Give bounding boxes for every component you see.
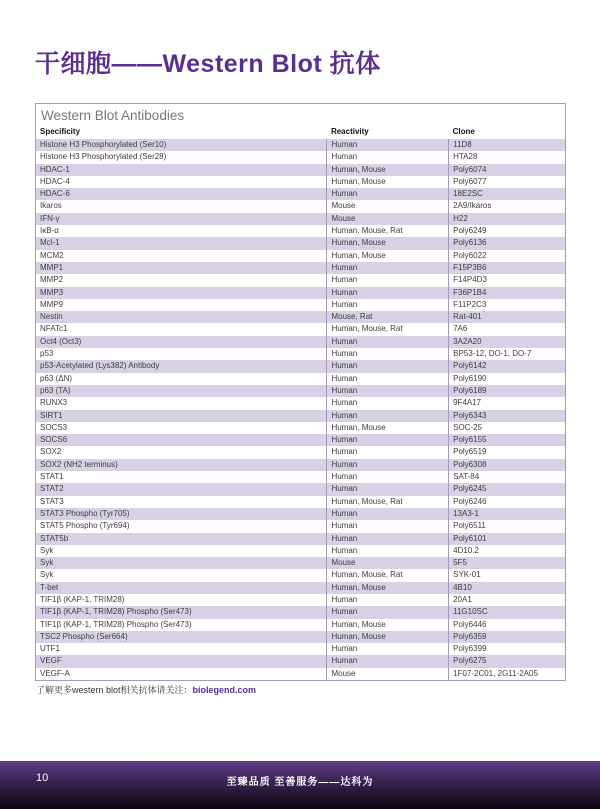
table-row xyxy=(36,262,565,274)
page-title: 干细胞——Western Blot 抗体 xyxy=(35,50,381,78)
column-header-clone: Clone xyxy=(452,127,475,136)
cell-specificity: VEGF xyxy=(36,655,327,667)
cell-specificity: UTF1 xyxy=(40,644,60,654)
cell-reactivity: Human, Mouse xyxy=(327,176,449,188)
cell-clone: 4D10.2 xyxy=(449,545,565,557)
cell-reactivity: Human xyxy=(327,483,449,495)
table-row xyxy=(36,250,565,262)
table-row xyxy=(36,483,565,495)
cell-reactivity: Human, Mouse xyxy=(327,237,449,249)
cell-specificity: SOCS6 xyxy=(36,434,327,446)
table-row xyxy=(36,545,565,557)
table-row xyxy=(36,619,565,631)
cell-clone: Poly6249 xyxy=(449,225,565,237)
cell-clone: Poly6511 xyxy=(449,520,565,532)
cell-specificity: VEGF-A xyxy=(40,668,70,678)
cell-reactivity: Human xyxy=(327,643,449,655)
table-row xyxy=(36,446,565,458)
cell-reactivity: Human xyxy=(327,545,449,557)
cell-specificity: Nestin xyxy=(36,311,327,323)
cell-clone: 7A6 xyxy=(449,323,565,335)
cell-clone: F15P3B6 xyxy=(449,262,565,274)
cell-reactivity: Human, Mouse, Rat xyxy=(327,225,449,237)
cell-specificity: TIF1β (KAP-1, TRIM28) Phospho (Ser473) xyxy=(40,619,192,629)
cell-reactivity: Human, Mouse, Rat xyxy=(327,496,449,508)
cell-clone: Poly6275 xyxy=(449,655,565,667)
table-row xyxy=(36,422,565,434)
cell-clone: F14P4D3 xyxy=(449,274,565,286)
cell-specificity: NFATc1 xyxy=(40,324,68,334)
table-row xyxy=(36,533,565,545)
column-header-specificity: Specificity xyxy=(40,127,81,136)
cell-specificity: STAT3 Phospho (Tyr705) xyxy=(36,508,327,520)
cell-specificity: SIRT1 xyxy=(36,410,327,422)
cell-specificity: HDAC-6 xyxy=(36,188,327,200)
table-row xyxy=(36,287,565,299)
cell-specificity: SOCS3 xyxy=(40,422,68,432)
cell-specificity: STAT1 xyxy=(40,472,64,482)
biolegend-link[interactable]: biolegend.com xyxy=(192,685,257,695)
cell-reactivity: Human xyxy=(327,287,449,299)
cell-specificity: IFN-γ xyxy=(36,213,327,225)
cell-reactivity: Human, Mouse xyxy=(327,631,449,643)
cell-reactivity: Human xyxy=(327,139,449,151)
cell-reactivity: Human xyxy=(327,655,449,667)
cell-specificity: Histone H3 Phosphorylated (Ser28) xyxy=(40,152,167,162)
table-row xyxy=(36,397,565,409)
table-row xyxy=(36,471,565,483)
cell-clone: 18E2SC xyxy=(449,188,565,200)
table-row xyxy=(36,336,565,348)
footnote-text: 了解更多western blot相关抗体请关注： xyxy=(36,685,193,695)
footnote xyxy=(36,683,256,696)
cell-reactivity: Human xyxy=(327,594,449,606)
cell-specificity: TIF1β (KAP-1, TRIM28) xyxy=(40,594,125,604)
cell-specificity: STAT2 xyxy=(36,483,327,495)
cell-clone: 11G10SC xyxy=(449,606,565,618)
cell-clone: Poly6155 xyxy=(449,434,565,446)
cell-reactivity: Human xyxy=(327,151,449,163)
cell-reactivity: Human xyxy=(327,336,449,348)
cell-reactivity: Human, Mouse xyxy=(327,250,449,262)
cell-reactivity: Mouse xyxy=(327,213,449,225)
cell-reactivity: Human, Mouse, Rat xyxy=(327,323,449,335)
table-row xyxy=(36,569,565,581)
cell-clone: Poly6399 xyxy=(449,643,565,655)
cell-specificity: SOX2 xyxy=(40,447,62,457)
cell-clone: 11D8 xyxy=(449,139,565,151)
cell-clone: BP53-12, DO-1, DO-7 xyxy=(449,348,565,360)
cell-clone: Poly6359 xyxy=(449,631,565,643)
cell-reactivity: Human xyxy=(327,459,449,471)
cell-clone: H22 xyxy=(449,213,565,225)
cell-specificity: p63 (TA) xyxy=(36,385,327,397)
table-row xyxy=(36,668,565,680)
table-row xyxy=(36,606,565,618)
table-row xyxy=(36,631,565,643)
table-row xyxy=(36,385,565,397)
cell-reactivity: Human xyxy=(327,471,449,483)
cell-clone: 1F07-2C01, 2G11-2A05 xyxy=(449,668,565,680)
table-header-row xyxy=(36,125,565,139)
cell-specificity: Syk xyxy=(36,557,327,569)
cell-clone: 9F4A17 xyxy=(449,397,565,409)
cell-clone: Poly6446 xyxy=(449,619,565,631)
cell-specificity: TSC2 Phospho (Ser664) xyxy=(36,631,327,643)
cell-reactivity: Human xyxy=(327,385,449,397)
cell-clone: Poly6136 xyxy=(449,237,565,249)
table-row xyxy=(36,508,565,520)
cell-reactivity: Human xyxy=(327,606,449,618)
table-row xyxy=(36,557,565,569)
cell-clone: Poly6343 xyxy=(449,410,565,422)
cell-reactivity: Human xyxy=(327,373,449,385)
table-row xyxy=(36,237,565,249)
table-row xyxy=(36,410,565,422)
cell-reactivity: Mouse xyxy=(327,200,449,212)
cell-specificity: p63 (ΔN) xyxy=(40,373,73,383)
cell-clone: Poly6308 xyxy=(449,459,565,471)
cell-specificity: MMP1 xyxy=(36,262,327,274)
cell-clone: 5F5 xyxy=(449,557,565,569)
table-row xyxy=(36,139,565,151)
cell-reactivity: Human, Mouse xyxy=(327,422,449,434)
cell-clone: SOC-25 xyxy=(449,422,565,434)
table-row xyxy=(36,348,565,360)
table-row xyxy=(36,176,565,188)
cell-specificity: Mcl-1 xyxy=(36,237,327,249)
cell-reactivity: Human xyxy=(327,274,449,286)
cell-clone: Poly6074 xyxy=(449,164,565,176)
cell-clone: Poly6245 xyxy=(449,483,565,495)
table-row xyxy=(36,151,565,163)
table-row xyxy=(36,434,565,446)
table-row xyxy=(36,323,565,335)
cell-clone: Poly6519 xyxy=(449,446,565,458)
footer-slogan: 至臻品质 至善服务——达科为 xyxy=(226,777,374,788)
cell-reactivity: Human, Mouse, Rat xyxy=(327,569,449,581)
cell-specificity: RUNX3 xyxy=(40,398,68,408)
cell-specificity: MMP3 xyxy=(36,287,327,299)
cell-clone: Rat-401 xyxy=(449,311,565,323)
table-row xyxy=(36,213,565,225)
cell-specificity: SOX2 (NH2 terminus) xyxy=(36,459,327,471)
cell-clone: F11P2C3 xyxy=(449,299,565,311)
cell-reactivity: Human, Mouse xyxy=(327,582,449,594)
table-row xyxy=(36,188,565,200)
cell-reactivity: Human xyxy=(327,410,449,422)
cell-specificity: Histone H3 Phosphorylated (Ser10) xyxy=(36,139,327,151)
cell-reactivity: Mouse xyxy=(327,668,449,680)
table-row xyxy=(36,274,565,286)
cell-clone: 2A9/Ikaros xyxy=(449,200,565,212)
table-row xyxy=(36,520,565,532)
cell-reactivity: Human xyxy=(327,520,449,532)
cell-reactivity: Human, Mouse xyxy=(327,164,449,176)
table-row xyxy=(36,582,565,594)
antibody-table-panel xyxy=(35,103,566,681)
table-row xyxy=(36,459,565,471)
cell-specificity: TIF1β (KAP-1, TRIM28) Phospho (Ser473) xyxy=(36,606,327,618)
cell-clone: HTA28 xyxy=(449,151,565,163)
table-row xyxy=(36,373,565,385)
table-row xyxy=(36,225,565,237)
table-row xyxy=(36,360,565,372)
cell-specificity: MMP2 xyxy=(40,275,64,285)
table-row xyxy=(36,643,565,655)
cell-clone: Poly6142 xyxy=(449,360,565,372)
cell-reactivity: Human xyxy=(327,360,449,372)
cell-reactivity: Human xyxy=(327,434,449,446)
table-row xyxy=(36,164,565,176)
cell-reactivity: Human xyxy=(327,446,449,458)
table-row xyxy=(36,594,565,606)
cell-specificity: HDAC-4 xyxy=(40,176,70,186)
table-row xyxy=(36,655,565,667)
footer-bar xyxy=(0,761,600,809)
cell-clone: 3A2A20 xyxy=(449,336,565,348)
cell-clone: 4B10 xyxy=(449,582,565,594)
table-row xyxy=(36,311,565,323)
cell-reactivity: Human xyxy=(327,533,449,545)
cell-specificity: HDAC-1 xyxy=(36,164,327,176)
cell-clone: F36P1B4 xyxy=(449,287,565,299)
cell-clone: Poly6246 xyxy=(449,496,565,508)
cell-clone: Poly6077 xyxy=(449,176,565,188)
cell-clone: 13A3-1 xyxy=(449,508,565,520)
cell-reactivity: Human xyxy=(327,299,449,311)
antibody-table xyxy=(36,125,565,680)
cell-specificity: STAT3 xyxy=(40,496,64,506)
page-number: 10 xyxy=(36,772,49,784)
cell-reactivity: Human xyxy=(327,262,449,274)
table-row xyxy=(36,299,565,311)
cell-reactivity: Human xyxy=(327,508,449,520)
cell-specificity: IκB-α xyxy=(40,226,59,236)
cell-clone: SYK-01 xyxy=(449,569,565,581)
cell-specificity: Oct4 (Oct3) xyxy=(36,336,327,348)
cell-reactivity: Human xyxy=(327,348,449,360)
cell-clone: Poly6022 xyxy=(449,250,565,262)
cell-clone: SAT-84 xyxy=(449,471,565,483)
cell-specificity: p53 xyxy=(40,349,54,359)
cell-reactivity: Mouse xyxy=(327,557,449,569)
cell-specificity: STAT5 Phospho (Tyr694) xyxy=(40,521,130,531)
cell-specificity: MMP9 xyxy=(40,299,64,309)
cell-specificity: Ikaros xyxy=(40,201,62,211)
cell-reactivity: Human xyxy=(327,188,449,200)
table-row xyxy=(36,496,565,508)
cell-clone: Poly6190 xyxy=(449,373,565,385)
table-title: Western Blot Antibodies xyxy=(41,108,185,123)
table-row xyxy=(36,200,565,212)
cell-specificity: Syk xyxy=(40,570,54,580)
cell-specificity: MCM2 xyxy=(40,250,64,260)
cell-specificity: T-bet xyxy=(36,582,327,594)
cell-specificity: p53-Acetylated (Lys382) Antibody xyxy=(36,360,327,372)
cell-specificity: Syk xyxy=(40,545,54,555)
column-header-reactivity: Reactivity xyxy=(330,127,369,136)
cell-reactivity: Mouse, Rat xyxy=(327,311,449,323)
cell-clone: 20A1 xyxy=(449,594,565,606)
cell-reactivity: Human xyxy=(327,397,449,409)
cell-clone: Poly6189 xyxy=(449,385,565,397)
cell-specificity: STAT5b xyxy=(36,533,327,545)
cell-reactivity: Human, Mouse xyxy=(327,619,449,631)
cell-clone: Poly6101 xyxy=(449,533,565,545)
